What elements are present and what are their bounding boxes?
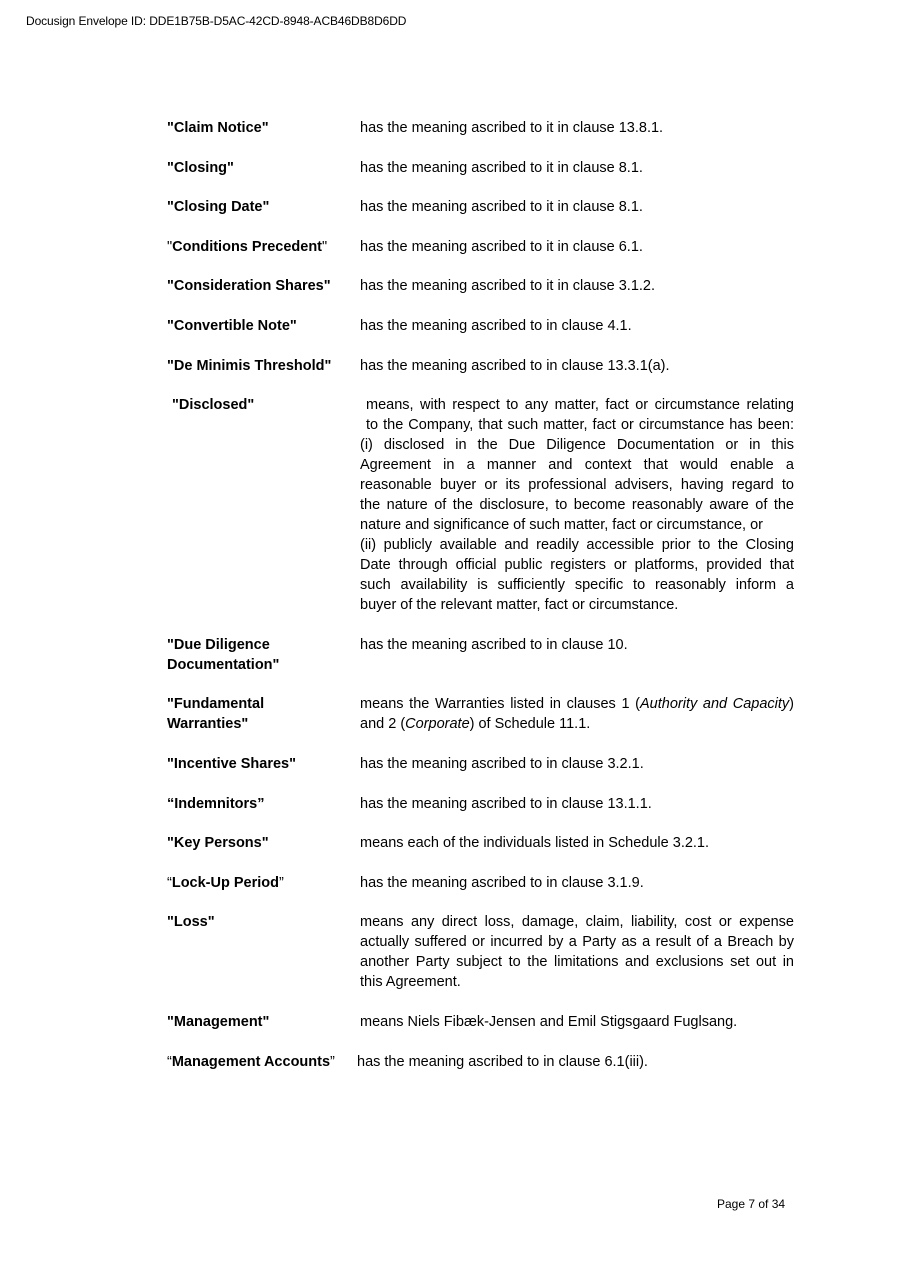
definition-meaning [360, 912, 794, 992]
meaning-line: means, with respect to any matter, fact or circumstance relating [366, 397, 794, 414]
definition-row [167, 395, 794, 615]
definitions-list [167, 118, 794, 1091]
definition-term: "Convertible Note" [167, 317, 297, 334]
definition-row [167, 794, 794, 814]
meaning-line: Date through official public registers or platforms, provided that [360, 557, 794, 574]
meaning-line: this Agreement. [360, 974, 461, 991]
meaning-line: to the Company, that such matter, fact or circumstance has been: [366, 417, 794, 434]
definition-meaning: has the meaning ascribed to in clause 4.1. [360, 317, 632, 334]
meaning-line: reasonable buyer or its professional advisers, having regard to [360, 477, 794, 494]
page-number: Page 7 of 34 [717, 1197, 786, 1211]
definition-row [167, 833, 794, 853]
definition-meaning [360, 694, 794, 734]
meaning-line: the nature of the disclosure, to become reasonably aware of the [360, 497, 794, 514]
definition-term: "De Minimis Threshold" [167, 357, 332, 374]
definition-meaning: means Niels Fibæk-Jensen and Emil Stigsgaard Fuglsang. [360, 1013, 738, 1030]
definition-term: "Loss" [167, 914, 215, 931]
definition-row [167, 237, 794, 257]
definition-row [167, 1012, 794, 1032]
definition-meaning: has the meaning ascribed to in clause 13.3.1(a). [360, 357, 670, 374]
meaning-line: such availability is sufficiently specific to reasonably inform a [360, 577, 794, 594]
definition-meaning: has the meaning ascribed to it in clause 3.1.2. [360, 278, 656, 295]
meaning-line: means any direct loss, damage, claim, liability, cost or expense [360, 914, 794, 931]
definition-term: “Management Accounts” [167, 1053, 335, 1070]
meaning-line: and 2 (Corporate) of Schedule 11.1. [360, 716, 591, 733]
definition-term: "Closing Date" [167, 199, 270, 216]
definition-meaning: has the meaning ascribed to it in clause 13.8.1. [360, 120, 664, 136]
definition-term: "Consideration Shares" [167, 278, 331, 295]
definition-row [167, 635, 794, 675]
definition-row [167, 118, 794, 138]
meaning-line: another Party subject to the limitations and exclusions set out in [360, 954, 794, 971]
definition-meaning: has the meaning ascribed to it in clause 8.1. [360, 199, 643, 216]
definition-term: “Indemnitors” [167, 795, 265, 812]
definition-meaning: has the meaning ascribed to in clause 3.1.9. [360, 874, 644, 891]
definition-meaning [360, 395, 794, 615]
definition-row [167, 276, 794, 296]
definition-row [167, 694, 794, 734]
definition-meaning: has the meaning ascribed to in clause 13.1.1. [360, 795, 652, 812]
meaning-line: nature and significance of such matter, fact or circumstance, or [360, 517, 763, 534]
definition-row [167, 873, 794, 893]
definition-term: "Closing" [167, 159, 234, 176]
definition-term: "Claim Notice" [167, 120, 269, 136]
meaning-line: Agreement in a manner and context that would enable a [360, 457, 794, 474]
meaning-line: actually suffered or incurred by a Party as a result of a Breach by [360, 934, 794, 951]
definition-meaning: has the meaning ascribed to it in clause 8.1. [360, 159, 643, 176]
definition-row [167, 754, 794, 774]
definition-term: “Lock-Up Period” [167, 874, 284, 891]
meaning-line: means the Warranties listed in clauses 1 (Authority and Capacity) [360, 696, 794, 713]
definition-meaning: has the meaning ascribed to in clause 10. [360, 636, 628, 653]
definition-row [167, 158, 794, 178]
definition-term: "Management" [167, 1013, 270, 1030]
definition-row [167, 316, 794, 336]
definition-row [167, 1052, 794, 1072]
definition-term: "Disclosed" [172, 397, 255, 414]
meaning-line: buyer of the relevant matter, fact or circumstance. [360, 597, 679, 614]
definition-term: "Key Persons" [167, 835, 269, 852]
definition-term: "Due Diligence Documentation" [167, 636, 280, 673]
meaning-line: (i) disclosed in the Due Diligence Documentation or in this [360, 437, 794, 454]
definition-row [167, 356, 794, 376]
definition-row [167, 912, 794, 992]
definition-meaning: means each of the individuals listed in Schedule 3.2.1. [360, 835, 710, 852]
definition-row [167, 197, 794, 217]
definition-term: "Fundamental Warranties" [167, 696, 265, 733]
definition-meaning: has the meaning ascribed to in clause 3.2.1. [360, 755, 644, 772]
docusign-envelope-id: Docusign Envelope ID: DDE1B75B-D5AC-42CD-8948-ACB46DB8D6DD [26, 14, 407, 28]
meaning-line: (ii) publicly available and readily accessible prior to the Closing [360, 537, 794, 554]
definition-meaning: has the meaning ascribed to it in clause 6.1. [360, 238, 643, 255]
definition-meaning: has the meaning ascribed to in clause 6.1(iii). [357, 1053, 648, 1070]
definition-term: "Incentive Shares" [167, 755, 296, 772]
definition-term: "Conditions Precedent" [167, 238, 328, 255]
